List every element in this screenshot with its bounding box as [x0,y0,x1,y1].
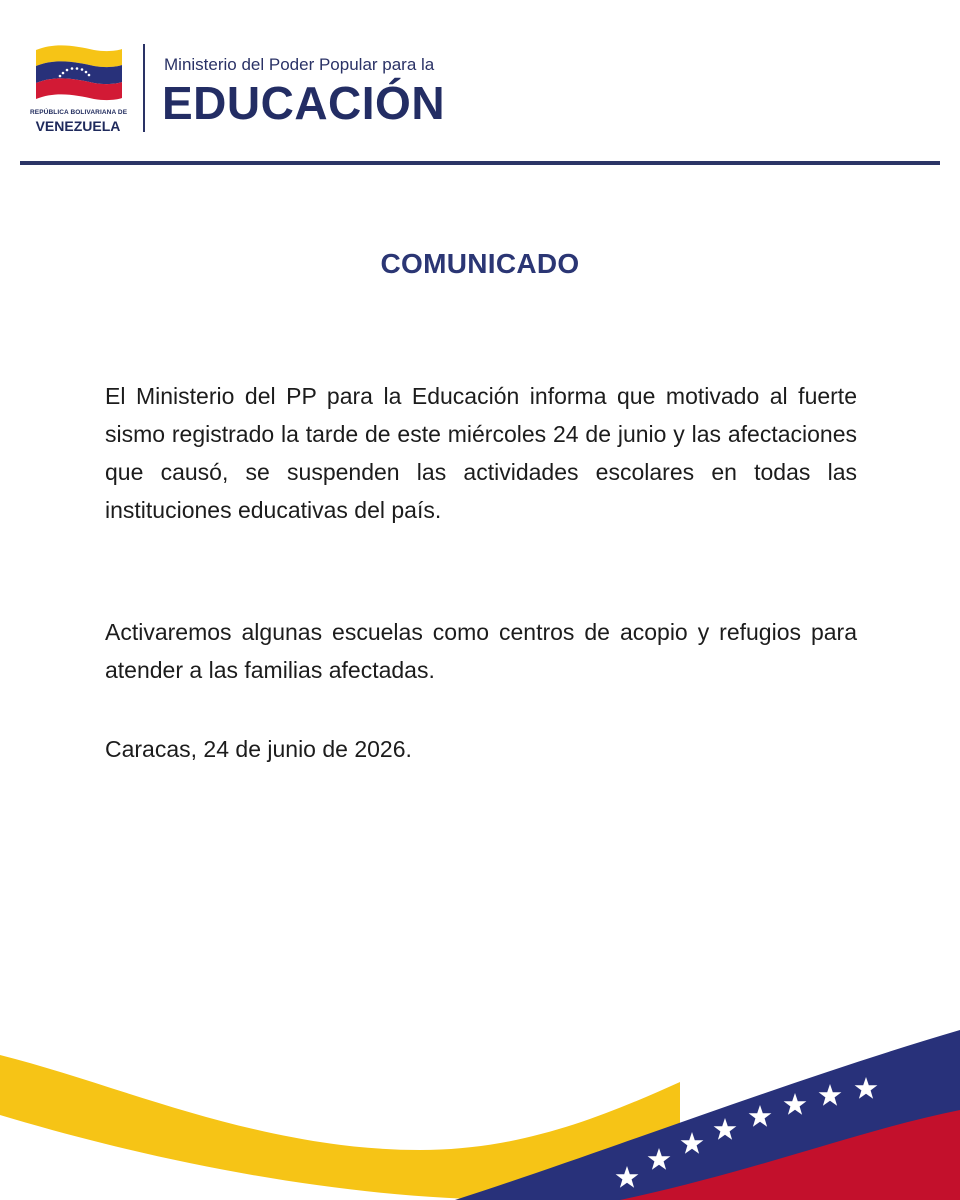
communique-paragraph-1: El Ministerio del PP para la Educación informa que motivado al fuerte sismo registrado la tarde de este miércoles 24 de junio y las afectaciones que causó, se suspenden las actividades escolares en todas las instituciones educativas del país. [105,383,857,523]
header-divider [143,44,145,132]
communique-title: COMUNICADO [380,248,580,279]
venezuela-flag-icon [32,40,124,106]
ministry-name: EDUCACIÓN [162,77,446,129]
flag-wave-decoration [0,1000,960,1200]
ministry-subtitle: Ministerio del Poder Popular para la [164,55,435,74]
logo-country-text: VENEZUELA [35,118,121,134]
communique-paragraph-2: Activaremos algunas escuelas como centros de acopio y refugios para atender a las familias afectadas. [105,619,857,683]
logo-republic-text: REPÚBLICA BOLIVARIANA DE [30,109,128,116]
header [0,0,960,166]
communique-date: Caracas, 24 de junio de 2026. [105,736,412,762]
republic-logo [30,40,130,140]
header-rule [20,161,940,165]
